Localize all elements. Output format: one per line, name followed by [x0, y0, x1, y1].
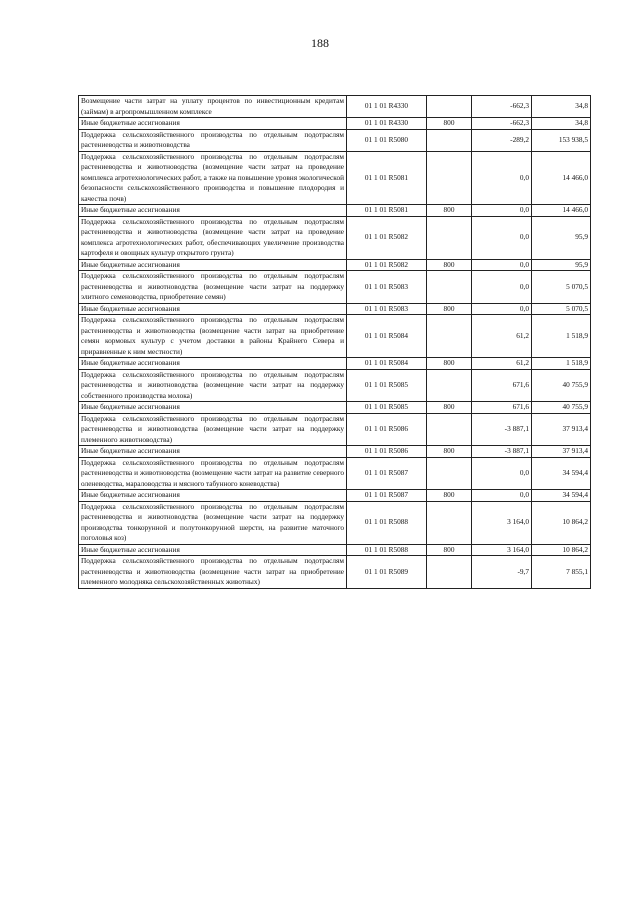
table-row — [79, 490, 591, 502]
table-row — [79, 446, 591, 458]
table-row — [79, 303, 591, 315]
row-total-amount: 34 594,4 — [532, 490, 591, 502]
row-code: 01 1 01 R5081 — [347, 151, 427, 205]
table-row — [79, 556, 591, 589]
table-row — [79, 96, 591, 118]
row-change-amount: 671,6 — [472, 402, 532, 414]
row-name: Иные бюджетные ассигнования — [79, 358, 347, 370]
table-row — [79, 118, 591, 130]
row-total-amount: 5 070,5 — [532, 303, 591, 315]
row-expense-type: 800 — [427, 544, 472, 556]
table-row — [79, 413, 591, 446]
row-change-amount: -662,3 — [472, 118, 532, 130]
row-total-amount: 14 466,0 — [532, 151, 591, 205]
row-change-amount: 0,0 — [472, 205, 532, 217]
row-change-amount: 3 164,0 — [472, 544, 532, 556]
row-expense-type: 800 — [427, 446, 472, 458]
row-change-amount: 0,0 — [472, 216, 532, 259]
row-code: 01 1 01 R5082 — [347, 216, 427, 259]
row-name: Иные бюджетные ассигнования — [79, 446, 347, 458]
budget-table — [78, 95, 591, 589]
row-change-amount: -662,3 — [472, 96, 532, 118]
row-expense-type — [427, 271, 472, 304]
row-expense-type: 800 — [427, 118, 472, 130]
row-expense-type: 800 — [427, 402, 472, 414]
row-name: Поддержка сельскохозяйственного производства по отдельным подотраслям растениеводства и животноводства (возмещение части затрат на развитие северного оленеводства, мараловодства и мясного табунного коневодства) — [79, 457, 347, 490]
row-name: Поддержка сельскохозяйственного производства по отдельным подотраслям растениеводства и животноводства (возмещение части затрат на поддержку производства тонкорунной и полутонкорунной шерсти, на развитие маточного поголовья коз) — [79, 501, 347, 544]
row-code: 01 1 01 R5086 — [347, 413, 427, 446]
row-total-amount: 37 913,4 — [532, 446, 591, 458]
row-code: 01 1 01 R5087 — [347, 457, 427, 490]
row-name: Иные бюджетные ассигнования — [79, 402, 347, 414]
row-total-amount: 37 913,4 — [532, 413, 591, 446]
row-total-amount: 40 755,9 — [532, 402, 591, 414]
row-name: Поддержка сельскохозяйственного производства по отдельным подотраслям растениеводства и животноводства (возмещение части затрат на поддержку племенного животноводства) — [79, 413, 347, 446]
row-code: 01 1 01 R5082 — [347, 259, 427, 271]
row-total-amount: 10 864,2 — [532, 544, 591, 556]
table-row — [79, 205, 591, 217]
row-code: 01 1 01 R5080 — [347, 129, 427, 151]
row-change-amount: 671,6 — [472, 369, 532, 402]
row-expense-type — [427, 315, 472, 358]
table-row — [79, 216, 591, 259]
table-row — [79, 271, 591, 304]
row-expense-type — [427, 151, 472, 205]
row-change-amount: -289,2 — [472, 129, 532, 151]
row-expense-type: 800 — [427, 303, 472, 315]
row-change-amount: 61,2 — [472, 315, 532, 358]
table-row — [79, 129, 591, 151]
row-expense-type — [427, 413, 472, 446]
row-change-amount: 0,0 — [472, 271, 532, 304]
row-change-amount: -3 887,1 — [472, 446, 532, 458]
row-name: Иные бюджетные ассигнования — [79, 490, 347, 502]
row-code: 01 1 01 R5087 — [347, 490, 427, 502]
table-row — [79, 457, 591, 490]
row-code: 01 1 01 R5089 — [347, 556, 427, 589]
row-name: Поддержка сельскохозяйственного производства по отдельным подотраслям растениеводства и животноводства (возмещение части затрат на поддержку собственного производства молока) — [79, 369, 347, 402]
row-total-amount: 34,8 — [532, 96, 591, 118]
row-code: 01 1 01 R5085 — [347, 369, 427, 402]
table-row — [79, 315, 591, 358]
table-row — [79, 501, 591, 544]
row-total-amount: 10 864,2 — [532, 501, 591, 544]
table-row — [79, 402, 591, 414]
row-change-amount: 0,0 — [472, 303, 532, 315]
row-expense-type — [427, 556, 472, 589]
row-expense-type: 800 — [427, 259, 472, 271]
row-total-amount: 34 594,4 — [532, 457, 591, 490]
row-expense-type — [427, 129, 472, 151]
row-code: 01 1 01 R5083 — [347, 303, 427, 315]
row-total-amount: 1 518,9 — [532, 358, 591, 370]
row-total-amount: 153 938,5 — [532, 129, 591, 151]
row-code: 01 1 01 R5088 — [347, 544, 427, 556]
row-name: Возмещение части затрат на уплату процентов по инвестиционным кредитам (займам) в агропромышленном комплексе — [79, 96, 347, 118]
table-row — [79, 151, 591, 205]
row-total-amount: 95,9 — [532, 216, 591, 259]
row-expense-type — [427, 96, 472, 118]
row-code: 01 1 01 R5088 — [347, 501, 427, 544]
row-code: 01 1 01 R5085 — [347, 402, 427, 414]
row-name: Поддержка сельскохозяйственного производства по отдельным подотраслям растениеводства и животноводства (возмещение части затрат на приобретение семян кормовых культур с учетом доставки в районы Крайнего Севера и приравненные к ним местности) — [79, 315, 347, 358]
row-expense-type — [427, 369, 472, 402]
row-change-amount: 61,2 — [472, 358, 532, 370]
row-change-amount: 0,0 — [472, 259, 532, 271]
row-total-amount: 34,8 — [532, 118, 591, 130]
row-code: 01 1 01 R5086 — [347, 446, 427, 458]
row-name: Иные бюджетные ассигнования — [79, 544, 347, 556]
row-code: 01 1 01 R4330 — [347, 118, 427, 130]
row-name: Иные бюджетные ассигнования — [79, 118, 347, 130]
row-expense-type — [427, 216, 472, 259]
row-change-amount: 0,0 — [472, 457, 532, 490]
table-row — [79, 259, 591, 271]
row-total-amount: 40 755,9 — [532, 369, 591, 402]
page-number: 188 — [311, 36, 329, 50]
row-name: Поддержка сельскохозяйственного производства по отдельным подотраслям растениеводства и животноводства (возмещение части затрат на проведение комплекса агротехнологических работ, обеспечивающих увеличение производства картофеля и овощных культур открытого грунта) — [79, 216, 347, 259]
row-total-amount: 95,9 — [532, 259, 591, 271]
row-change-amount: -3 887,1 — [472, 413, 532, 446]
row-name: Поддержка сельскохозяйственного производства по отдельным подотраслям растениеводства и животноводства (возмещение части затрат на поддержку элитного семеноводства, приобретение семян) — [79, 271, 347, 304]
row-expense-type: 800 — [427, 358, 472, 370]
row-name: Поддержка сельскохозяйственного производства по отдельным подотраслям растениеводства и животноводства (возмещение части затрат на приобретение племенного молодняка сельскохозяйственных животных) — [79, 556, 347, 589]
row-expense-type: 800 — [427, 490, 472, 502]
row-change-amount: -9,7 — [472, 556, 532, 589]
row-total-amount: 7 855,1 — [532, 556, 591, 589]
row-name: Иные бюджетные ассигнования — [79, 303, 347, 315]
budget-table-body — [79, 96, 591, 589]
row-expense-type — [427, 457, 472, 490]
row-expense-type: 800 — [427, 205, 472, 217]
row-code: 01 1 01 R4330 — [347, 96, 427, 118]
row-code: 01 1 01 R5081 — [347, 205, 427, 217]
row-total-amount: 1 518,9 — [532, 315, 591, 358]
row-name: Поддержка сельскохозяйственного производства по отдельным подотраслям растениеводства и животноводства — [79, 129, 347, 151]
row-expense-type — [427, 501, 472, 544]
row-total-amount: 5 070,5 — [532, 271, 591, 304]
row-name: Иные бюджетные ассигнования — [79, 205, 347, 217]
row-change-amount: 0,0 — [472, 490, 532, 502]
row-change-amount: 0,0 — [472, 151, 532, 205]
row-change-amount: 3 164,0 — [472, 501, 532, 544]
row-name: Поддержка сельскохозяйственного производства по отдельным подотраслям растениеводства и животноводства (возмещение части затрат на проведение комплекса агротехнологических работ, а также на повышение уровня экологической безопасности сельскохозяйственного производства и повышение плодородия и качества почв) — [79, 151, 347, 205]
row-name: Иные бюджетные ассигнования — [79, 259, 347, 271]
row-code: 01 1 01 R5083 — [347, 271, 427, 304]
table-row — [79, 358, 591, 370]
row-total-amount: 14 466,0 — [532, 205, 591, 217]
table-row — [79, 369, 591, 402]
row-code: 01 1 01 R5084 — [347, 358, 427, 370]
table-row — [79, 544, 591, 556]
row-code: 01 1 01 R5084 — [347, 315, 427, 358]
